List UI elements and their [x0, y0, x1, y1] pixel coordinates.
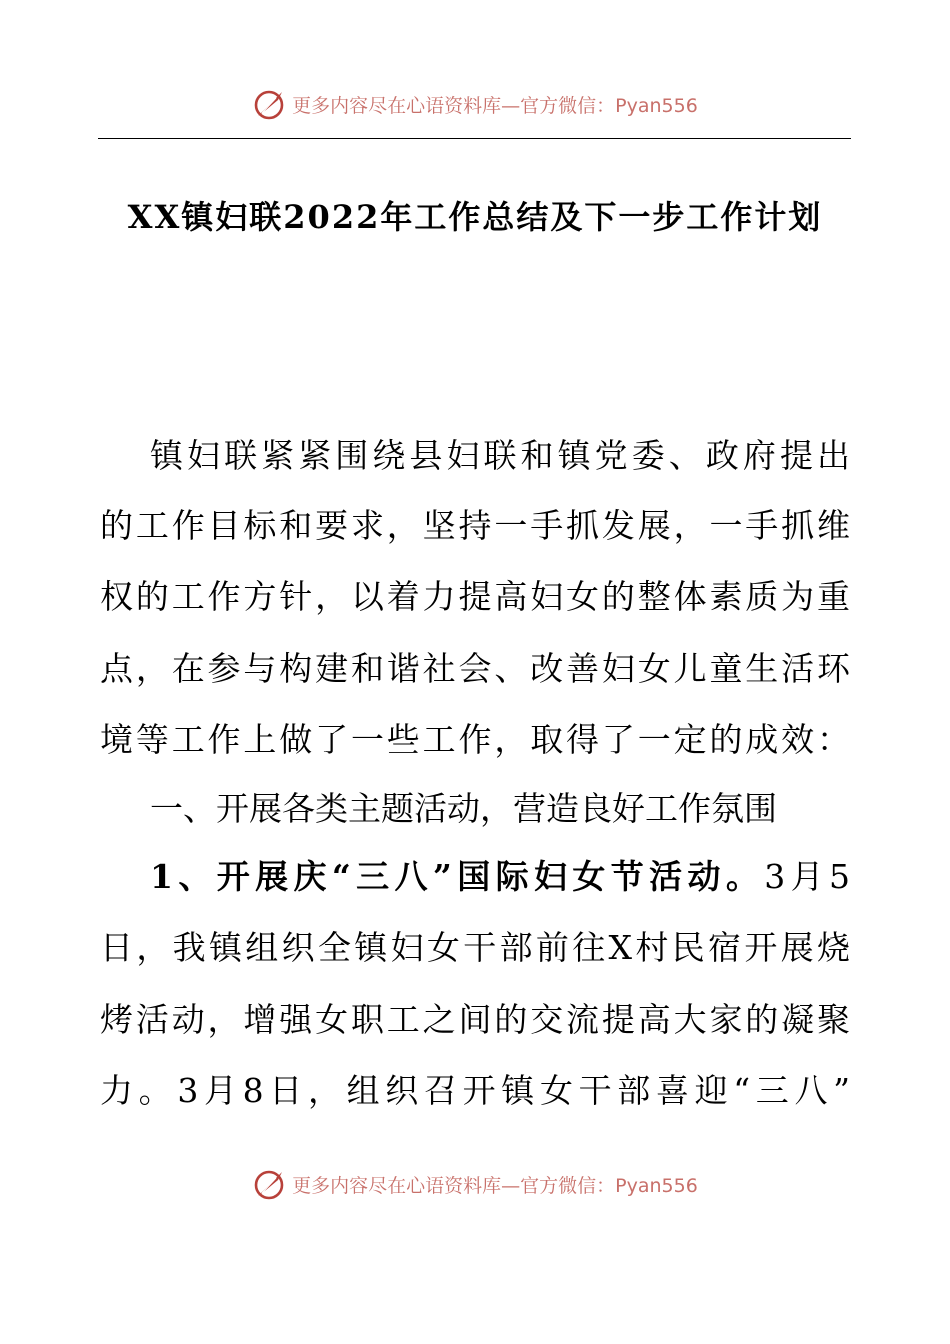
- watermark-header: [0, 84, 950, 124]
- text-line: 日，我镇组织全镇妇女干部前往X村民宿开展烧: [100, 928, 850, 967]
- text-line: 力。3月8日，组织召开镇女干部喜迎“三八”: [100, 1071, 850, 1110]
- quill-logo-icon: [252, 86, 288, 122]
- text-line: 的工作目标和要求，坚持一手抓发展，一手抓维: [100, 506, 850, 545]
- quill-logo-icon: [252, 1166, 288, 1202]
- watermark-footer: [0, 1164, 950, 1204]
- text-line: 镇妇联紧紧围绕县妇联和镇党委、政府提出: [150, 436, 850, 475]
- watermark-text: 更多内容尽在心语资料库—官方微信：Pyan556: [292, 94, 698, 117]
- item-first-line: [150, 857, 850, 897]
- text-line: 烤活动，增强女职工之间的交流提高大家的凝聚: [100, 1000, 850, 1039]
- section-heading: 一、开展各类主题活动，营造良好工作氛围: [150, 789, 777, 828]
- watermark-wechat-id: Pyan556: [615, 94, 698, 117]
- text-line: 点，在参与构建和谐社会、改善妇女儿童生活环: [100, 649, 850, 688]
- document-title: XX镇妇联2022年工作总结及下一步工作计划: [127, 198, 823, 236]
- watermark-text: 更多内容尽在心语资料库—官方微信：Pyan556: [292, 1174, 698, 1197]
- item-text: 3月5: [764, 857, 850, 896]
- text-line: 境等工作上做了一些工作，取得了一定的成效：: [100, 720, 850, 759]
- watermark-wechat-id: Pyan556: [615, 1174, 698, 1197]
- header-divider: [98, 138, 851, 139]
- item-heading: 1、开展庆“三八”国际妇女节活动。: [150, 857, 765, 896]
- text-line: 权的工作方针，以着力提高妇女的整体素质为重: [100, 577, 850, 616]
